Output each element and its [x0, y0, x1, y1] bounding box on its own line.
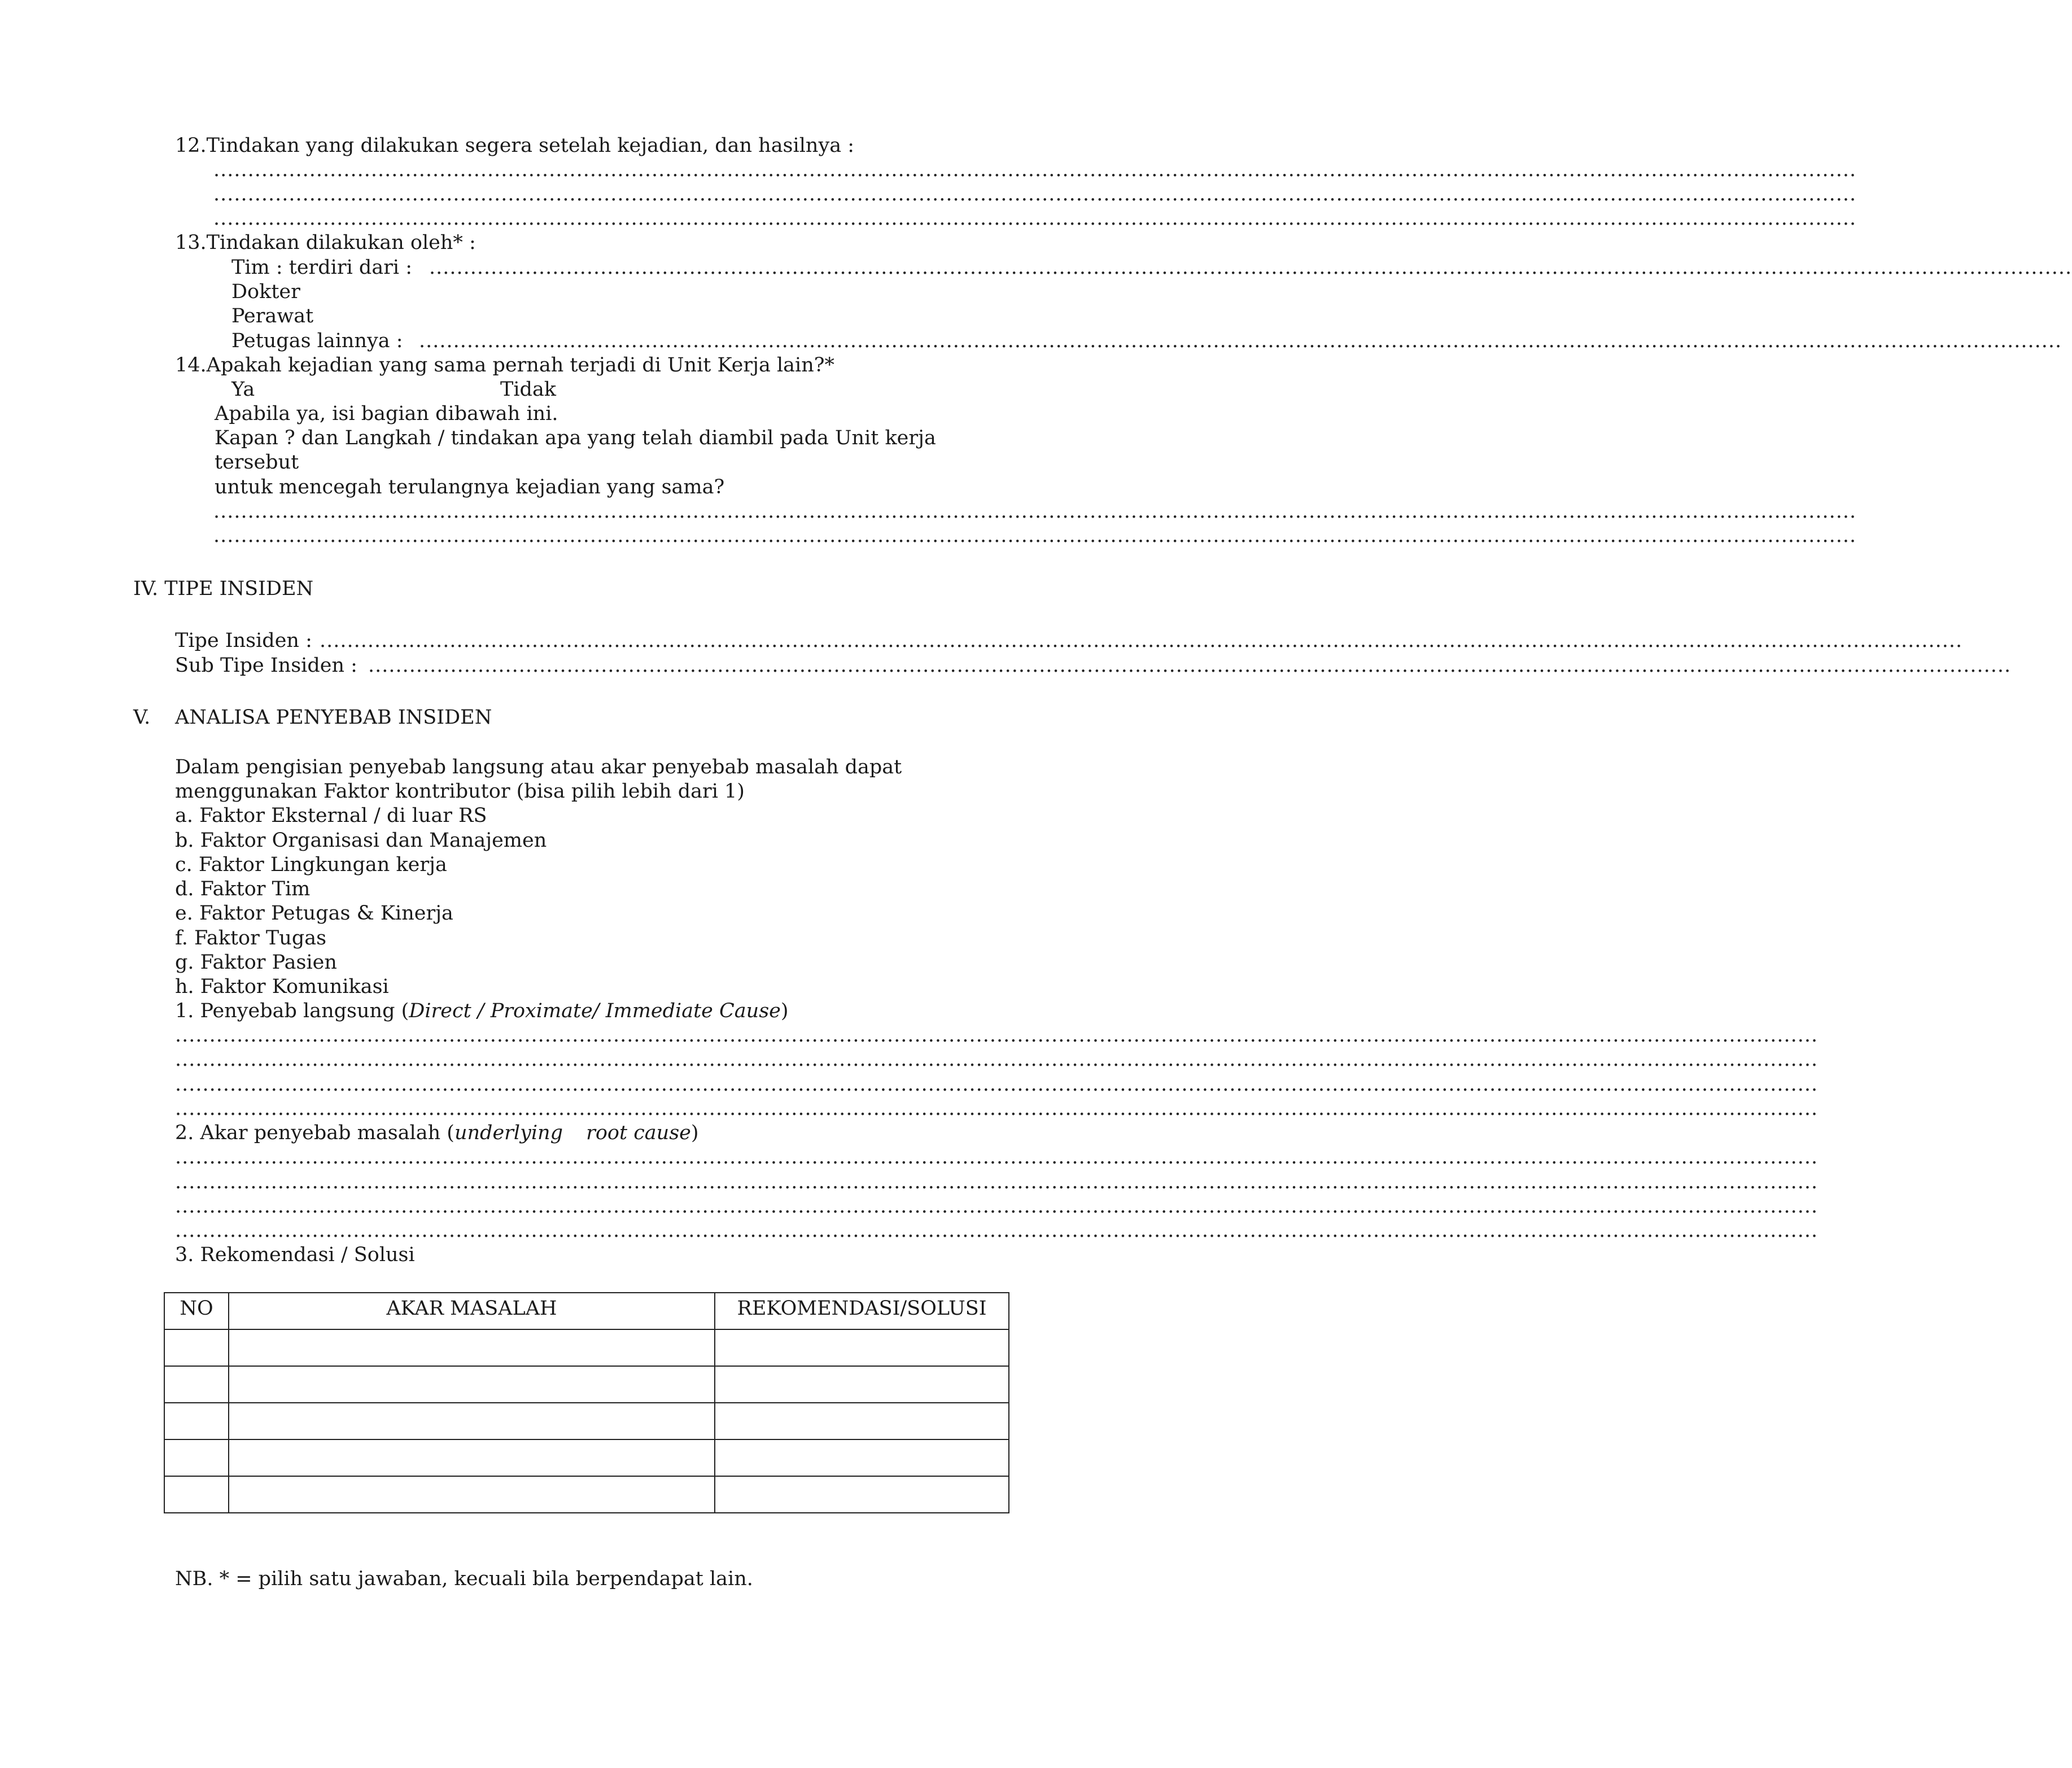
table-cell-akar-masalah[interactable] — [229, 1439, 715, 1476]
table-cell-akar-masalah[interactable] — [229, 1476, 715, 1513]
column-header-rekomendasi: REKOMENDASI/SOLUSI — [715, 1293, 1009, 1329]
q14-instruction-4: untuk mencegah terulangnya kejadian yang sama? — [215, 476, 725, 498]
factor-item: d. Faktor Tim — [175, 878, 311, 900]
penyebab-langsung-prefix: 1. Penyebab langsung ( — [175, 1000, 409, 1022]
q14-label: 14.Apakah kejadian yang sama pernah terjadi di Unit Kerja lain?* — [175, 354, 835, 377]
q13-option-tim[interactable] — [215, 256, 412, 280]
q14-instruction-1: Apabila ya, isi bagian dibawah ini. — [215, 402, 558, 425]
table-row — [164, 1366, 1009, 1403]
akar-penyebab-suffix: ) — [690, 1122, 699, 1144]
penyebab-langsung-suffix: ) — [780, 1000, 789, 1022]
table-cell-rekomendasi[interactable] — [715, 1366, 1009, 1403]
sub-tipe-insiden-label: Sub Tipe Insiden : — [175, 654, 357, 677]
penyebab-langsung-answer-line-2[interactable]: ................................................................................................................................................................................................................................................ — [175, 1048, 1819, 1071]
penyebab-langsung-answer-line-3[interactable]: ................................................................................................................................................................................................................................................ — [175, 1073, 1819, 1096]
factor-item: c. Faktor Lingkungan kerja — [175, 854, 447, 876]
factor-item: a. Faktor Eksternal / di luar RS — [175, 804, 487, 827]
table-row — [164, 1403, 1009, 1439]
table-cell-no[interactable] — [164, 1329, 229, 1366]
table-row — [164, 1329, 1009, 1366]
table-cell-rekomendasi[interactable] — [715, 1439, 1009, 1476]
q14-option-ya[interactable] — [215, 378, 255, 402]
option-label: Tim : terdiri dari : — [231, 256, 413, 279]
tipe-insiden-answer-line[interactable]: ................................................................................................................................................................................................................................................ — [320, 629, 1963, 652]
akar-penyebab-italic-b: root cause — [580, 1122, 691, 1144]
section-4-heading: IV. TIPE INSIDEN — [133, 577, 314, 600]
table-cell-no[interactable] — [164, 1476, 229, 1513]
akar-penyebab-prefix: 2. Akar penyebab masalah ( — [175, 1122, 454, 1144]
akar-penyebab-answer-line-4[interactable]: ................................................................................................................................................................................................................................................ — [175, 1219, 1819, 1242]
table-cell-akar-masalah[interactable] — [229, 1329, 715, 1366]
table-cell-rekomendasi[interactable] — [715, 1403, 1009, 1439]
factor-item: h. Faktor Komunikasi — [175, 975, 389, 998]
q13-petugas-answer-line[interactable]: ................................................................................................................................................................................................................................................ — [419, 330, 2062, 352]
column-header-no: NO — [164, 1293, 229, 1329]
q13-option-petugas[interactable] — [215, 329, 403, 353]
penyebab-langsung-italic: Direct / Proximate/ Immediate Cause — [409, 1000, 781, 1022]
section-5-heading: ANALISA PENYEBAB INSIDEN — [175, 706, 492, 729]
factor-item: g. Faktor Pasien — [175, 951, 337, 974]
section-5-numeral: V. — [133, 706, 151, 729]
section-5-intro-1: Dalam pengisian penyebab langsung atau akar penyebab masalah dapat — [175, 756, 902, 778]
q12-label: 12.Tindakan yang dilakukan segera setelah kejadian, dan hasilnya : — [175, 134, 855, 157]
rekomendasi-label: 3. Rekomendasi / Solusi — [175, 1244, 415, 1266]
factor-item: e. Faktor Petugas & Kinerja — [175, 902, 453, 925]
column-header-akar-masalah: AKAR MASALAH — [229, 1293, 715, 1329]
rekomendasi-table — [164, 1292, 1009, 1513]
akar-penyebab-answer-line-1[interactable]: ................................................................................................................................................................................................................................................ — [175, 1146, 1819, 1169]
table-header-row — [164, 1293, 1009, 1329]
penyebab-langsung-answer-line-4[interactable]: ................................................................................................................................................................................................................................................ — [175, 1097, 1819, 1120]
penyebab-langsung-label — [175, 999, 789, 1023]
penyebab-langsung-answer-line-1[interactable]: ................................................................................................................................................................................................................................................ — [175, 1024, 1819, 1047]
table-row — [164, 1476, 1009, 1513]
akar-penyebab-answer-line-2[interactable]: ................................................................................................................................................................................................................................................ — [175, 1171, 1819, 1193]
akar-penyebab-italic-a: underlying — [454, 1122, 563, 1144]
q12-answer-line-2[interactable]: ................................................................................................................................................................................................................................................ — [213, 183, 1857, 205]
table-row — [164, 1439, 1009, 1476]
factor-item: b. Faktor Organisasi dan Manajemen — [175, 829, 547, 852]
akar-penyebab-answer-line-3[interactable]: ................................................................................................................................................................................................................................................ — [175, 1195, 1819, 1218]
q14-option-tidak[interactable] — [483, 378, 556, 402]
akar-penyebab-label — [175, 1121, 699, 1145]
factor-item: f. Faktor Tugas — [175, 927, 327, 949]
option-label: Perawat — [231, 305, 314, 327]
q13-tim-answer-line[interactable]: ................................................................................................................................................................................................................................................ — [429, 256, 2072, 279]
table-cell-no[interactable] — [164, 1366, 229, 1403]
q14-answer-line-2[interactable]: ................................................................................................................................................................................................................................................ — [213, 524, 1857, 547]
option-label: Dokter — [231, 281, 300, 303]
table-cell-akar-masalah[interactable] — [229, 1403, 715, 1439]
footnote: NB. * = pilih satu jawaban, kecuali bila berpendapat lain. — [175, 1568, 753, 1590]
q13-label: 13.Tindakan dilakukan oleh* : — [175, 231, 476, 254]
q14-instruction-2: Kapan ? dan Langkah / tindakan apa yang telah diambil pada Unit kerja — [215, 427, 936, 449]
table-cell-no[interactable] — [164, 1403, 229, 1439]
table-cell-akar-masalah[interactable] — [229, 1366, 715, 1403]
q13-option-perawat[interactable] — [215, 304, 313, 329]
sub-tipe-insiden-answer-line[interactable]: ................................................................................................................................................................................................................................................ — [368, 654, 2012, 677]
table-cell-rekomendasi[interactable] — [715, 1329, 1009, 1366]
q12-answer-line-3[interactable]: ................................................................................................................................................................................................................................................ — [213, 207, 1857, 230]
q13-option-dokter[interactable] — [215, 280, 300, 304]
tipe-insiden-label: Tipe Insiden : — [175, 629, 312, 652]
option-label: Tidak — [500, 378, 557, 401]
q12-answer-line-1[interactable]: ................................................................................................................................................................................................................................................ — [213, 159, 1857, 181]
q14-answer-line-1[interactable]: ................................................................................................................................................................................................................................................ — [213, 500, 1857, 523]
table-cell-no[interactable] — [164, 1439, 229, 1476]
option-label: Petugas lainnya : — [231, 330, 403, 352]
table-cell-rekomendasi[interactable] — [715, 1476, 1009, 1513]
option-label: Ya — [231, 378, 255, 401]
q14-instruction-3: tersebut — [215, 451, 299, 474]
section-5-intro-2: menggunakan Faktor kontributor (bisa pilih lebih dari 1) — [175, 780, 745, 803]
